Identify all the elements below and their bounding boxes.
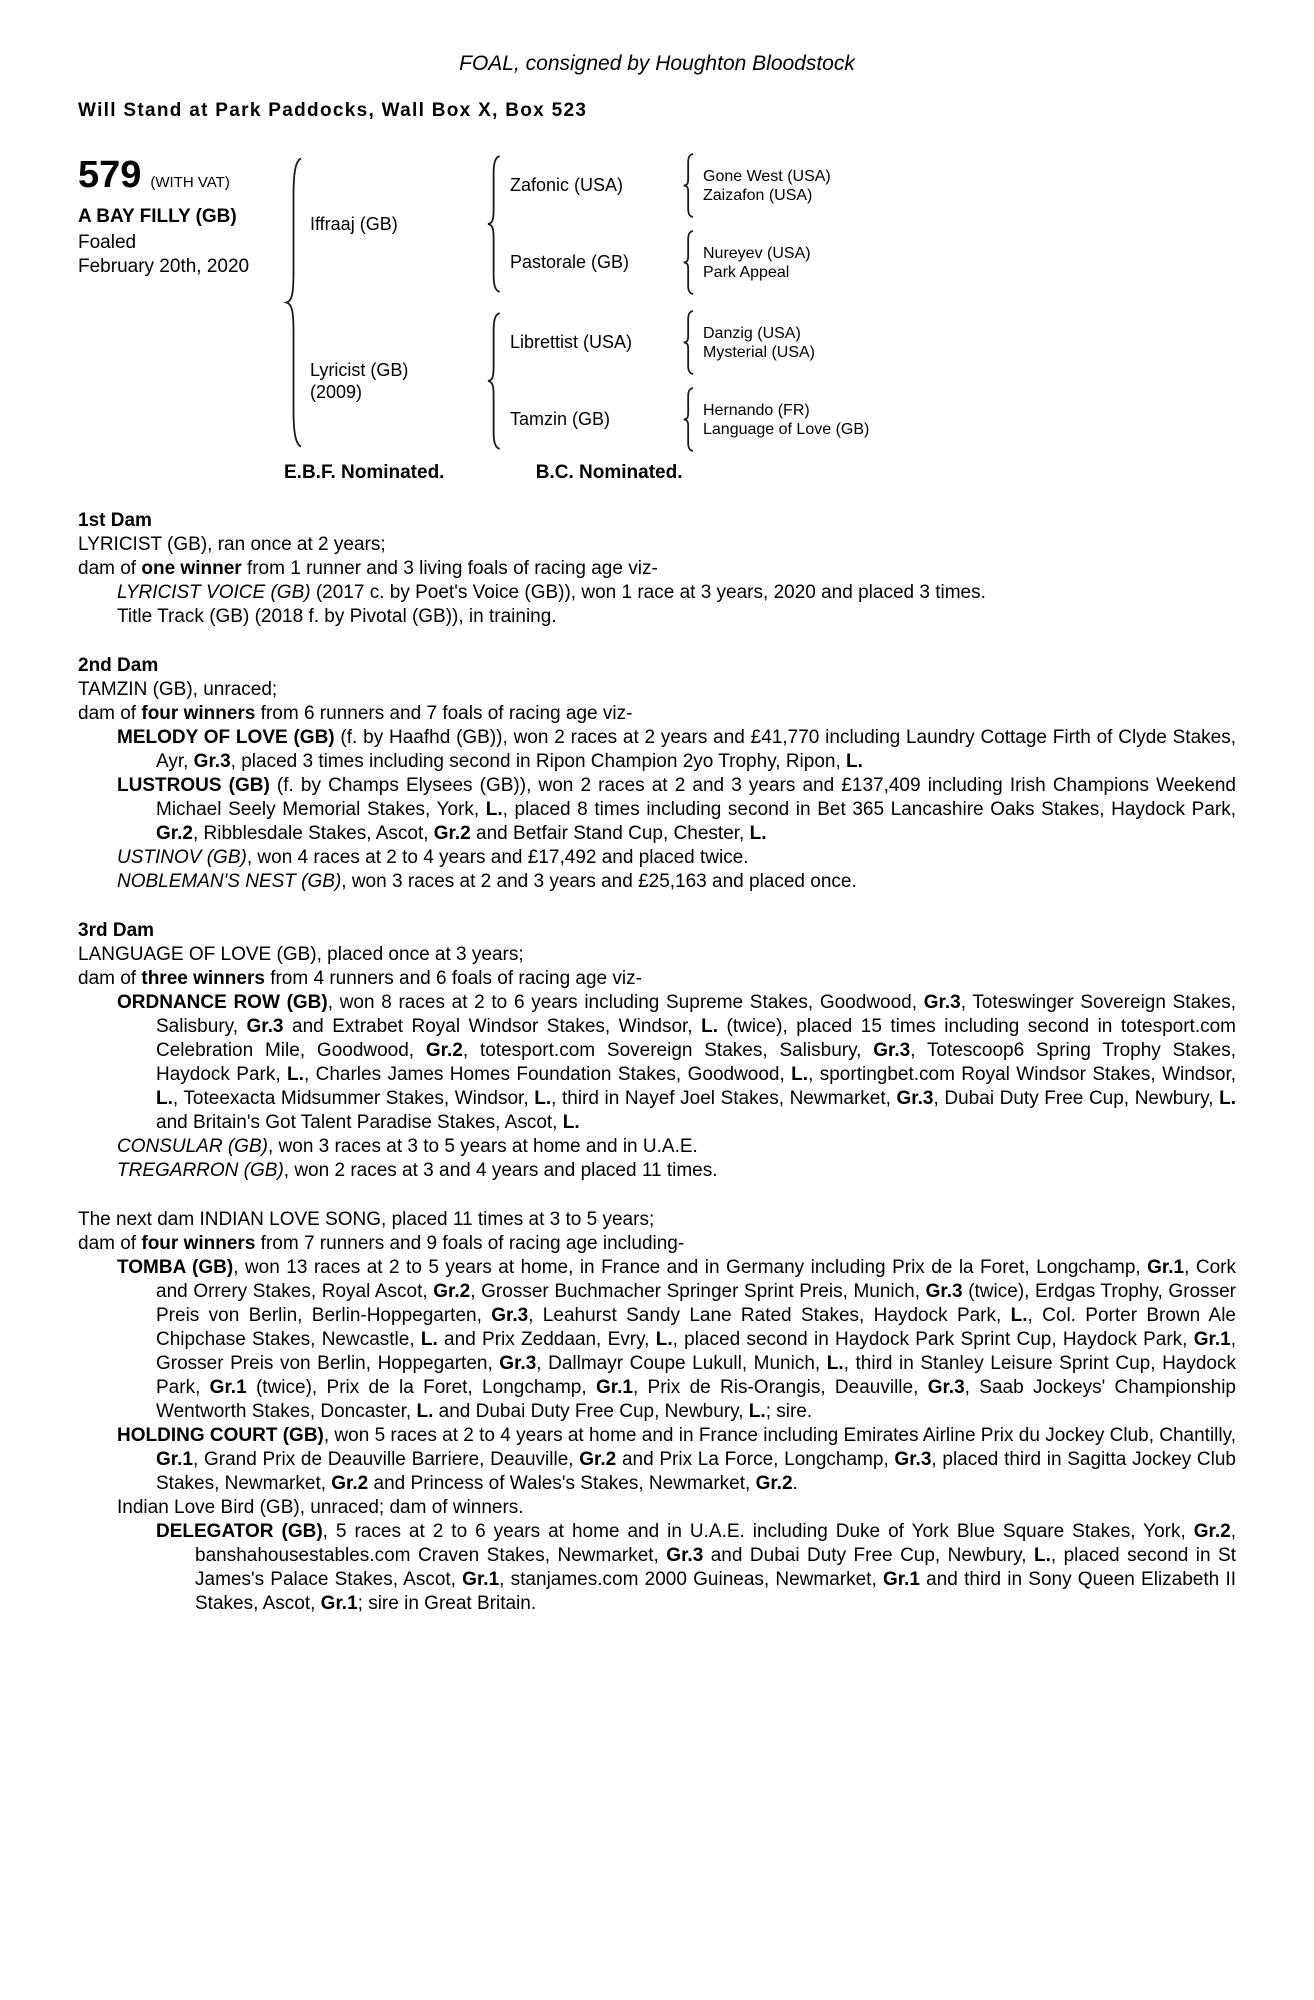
- pedigree-block: [78, 152, 1236, 453]
- curly-brace-icon: [486, 311, 502, 451]
- dam-summary-line: dam of three winners from 4 runners and 6 foals of racing age viz-: [78, 968, 642, 989]
- sire-sire-branch: [510, 152, 831, 219]
- horse-entry: MELODY OF LOVE (GB) (f. by Haafhd (GB)), won 2 races at 2 years and £41,770 including Laundry Cottage Firth of Clyde Stakes, Ayr, Gr.3, placed 3 times including second in Ripon Champion 2yo Trophy, Ripon, L.: [117, 727, 1236, 772]
- dam-sire-dam-name: Mysterial (USA): [703, 343, 816, 361]
- sire-name: Iffraaj (GB): [310, 213, 398, 234]
- curly-brace-icon: [682, 310, 695, 375]
- dam-summary-line: LYRICIST (GB), ran once at 2 years;: [78, 534, 386, 555]
- dam-dam-sire-name: Hernando (FR): [703, 401, 810, 419]
- dam-dam-branch: [510, 386, 869, 453]
- stand-location: Will Stand at Park Paddocks, Wall Box X, Box 523: [78, 100, 588, 121]
- curly-brace-icon: [486, 154, 502, 294]
- consignment-title: FOAL, consigned by Houghton Bloodstock: [459, 52, 855, 75]
- foaled-label: Foaled: [78, 232, 137, 253]
- sire-dam-sire-name: Nureyev (USA): [703, 244, 811, 262]
- dam-name: Lyricist (GB): [310, 359, 409, 380]
- horse-entry: TOMBA (GB), won 13 races at 2 to 5 years at home, in France and in Germany including Prix de la Foret, Longchamp, Gr.1, Cork and Orrery Stakes, Royal Ascot, Gr.2, Grosser Buchmacher Springer Sprint Preis, Munich, Gr.3 (twice), Erdgas Trophy, Grosser Preis von Berlin, Berlin-Hoppegarten, Gr.3, Leahurst Sandy Lane Rated Stakes, Haydock Park, L., Col. Porter Brown Ale Chipchase Stakes, Newcastle, L. and Prix Zeddaan, Evry, L., placed second in Haydock Park Sprint Cup, Haydock Park, Gr.1, Grosser Preis von Berlin, Hoppegarten, Gr.3, Dallmayr Coupe Lukull, Munich, L., third in Stanley Leisure Sprint Cup, Haydock Park, Gr.1 (twice), Prix de la Foret, Longchamp, Gr.1, Prix de Ris-Orangis, Deauville, Gr.3, Saab Jockeys' Championship Wentworth Stakes, Doncaster, L. and Dubai Duty Free Cup, Newbury, L.; sire.: [117, 1257, 1237, 1422]
- dam-summary-line: dam of four winners from 6 runners and 7 foals of racing age viz-: [78, 703, 633, 724]
- section-next-dam: [78, 1208, 1236, 1616]
- foaled-date: February 20th, 2020: [78, 256, 250, 277]
- dam-branch: [310, 309, 869, 453]
- lot-block: [78, 152, 284, 453]
- section-heading: 3rd Dam: [78, 920, 155, 941]
- horse-entry: Title Track (GB) (2018 f. by Pivotal (GB)), in training.: [117, 606, 557, 627]
- section-3rd-dam: [78, 919, 1236, 1183]
- section-1st-dam: [78, 509, 1236, 629]
- dam-sire-branch: [510, 309, 869, 376]
- curly-brace-icon: [682, 387, 695, 452]
- section-2nd-dam: [78, 654, 1236, 894]
- horse-entry: LUSTROUS (GB) (f. by Champs Elysees (GB)), won 2 races at 2 and 3 years and £137,409 including Irish Champions Weekend Michael Seely Memorial Stakes, York, L., placed 8 times including second in Bet 365 Lancashire Oaks Stakes, Haydock Park, Gr.2, Ribblesdale Stakes, Ascot, Gr.2 and Betfair Stand Cup, Chester, L.: [117, 775, 1236, 844]
- horse-entry: CONSULAR (GB), won 3 races at 3 to 5 years at home and in U.A.E.: [117, 1136, 698, 1157]
- horse-entry: NOBLEMAN'S NEST (GB), won 3 races at 2 and 3 years and £25,163 and placed once.: [117, 871, 857, 892]
- sire-dam-dam-name: Park Appeal: [703, 263, 790, 281]
- curly-brace-icon: [284, 154, 304, 451]
- sire-sire-dam-name: Zaizafon (USA): [703, 186, 813, 204]
- dam-summary-line: LANGUAGE OF LOVE (GB), placed once at 3 years;: [78, 944, 524, 965]
- horse-entry: DELEGATOR (GB), 5 races at 2 to 6 years at home and in U.A.E. including Duke of York Blue Square Stakes, York, Gr.2, banshahousestables.com Craven Stakes, Newmarket, Gr.3 and Dubai Duty Free Cup, Newbury, L., placed second in St James's Palace Stakes, Ascot, Gr.1, stanjames.com 2000 Guineas, Newmarket, Gr.1 and third in Sony Queen Elizabeth II Stakes, Ascot, Gr.1; sire in Great Britain.: [156, 1521, 1237, 1614]
- dam-summary-line: TAMZIN (GB), unraced;: [78, 679, 278, 700]
- horse-entry: TREGARRON (GB), won 2 races at 3 and 4 years and placed 11 times.: [117, 1160, 718, 1181]
- dam-summary-line: dam of four winners from 7 runners and 9 foals of racing age including-: [78, 1233, 685, 1254]
- dam-summary-line: dam of one winner from 1 runner and 3 living foals of racing age viz-: [78, 558, 658, 579]
- pedigree-tree: [310, 152, 869, 453]
- curly-brace-icon: [682, 230, 695, 295]
- horse-entry: LYRICIST VOICE (GB) (2017 c. by Poet's Voice (GB)), won 1 race at 3 years, 2020 and placed 3 times.: [117, 582, 986, 603]
- sire-branch: [310, 152, 869, 296]
- dam-summary-line: The next dam INDIAN LOVE SONG, placed 11 times at 3 to 5 years;: [78, 1209, 655, 1230]
- horse-entry: USTINOV (GB), won 4 races at 2 to 4 years and £17,492 and placed twice.: [117, 847, 749, 868]
- animal-description: A BAY FILLY (GB): [78, 206, 237, 227]
- vat-note: (WITH VAT): [150, 174, 230, 191]
- dam-sire-name: Librettist (USA): [510, 332, 633, 352]
- horse-entry: ORDNANCE ROW (GB), won 8 races at 2 to 6 years including Supreme Stakes, Goodwood, Gr.3, Toteswinger Sovereign Stakes, Salisbury, Gr.3 and Extrabet Royal Windsor Stakes, Windsor, L. (twice), placed 15 times including second in totesport.com Celebration Mile, Goodwood, Gr.2, totesport.com Sovereign Stakes, Salisbury, Gr.3, Totescoop6 Spring Trophy Stakes, Haydock Park, L., Charles James Homes Foundation Stakes, Goodwood, L., sportingbet.com Royal Windsor Stakes, Windsor, L., Toteexacta Midsummer Stakes, Windsor, L., third in Nayef Joel Stakes, Newmarket, Gr.3, Dubai Duty Free Cup, Newbury, L. and Britain's Got Talent Paradise Stakes, Ascot, L.: [117, 992, 1237, 1133]
- sire-dam-name: Pastorale (GB): [510, 252, 630, 272]
- horse-entry: HOLDING COURT (GB), won 5 races at 2 to 4 years at home and in France including Emirates Airline Prix du Jockey Club, Chantilly, Gr.1, Grand Prix de Deauville Barriere, Deauville, Gr.2 and Prix La Force, Longchamp, Gr.3, placed third in Sagitta Jockey Club Stakes, Newmarket, Gr.2 and Princess of Wales's Stakes, Newmarket, Gr.2.: [117, 1425, 1236, 1494]
- horse-entry: Indian Love Bird (GB), unraced; dam of winners.: [117, 1497, 524, 1518]
- ebf-nomination: E.B.F. Nominated.: [284, 462, 445, 483]
- dam-year: (2009): [310, 381, 363, 402]
- curly-brace-icon: [682, 153, 695, 218]
- nominations-row: [78, 462, 1236, 484]
- section-heading: 1st Dam: [78, 510, 152, 531]
- dam-dam-dam-name: Language of Love (GB): [703, 420, 870, 438]
- section-heading: 2nd Dam: [78, 655, 159, 676]
- dam-sire-sire-name: Danzig (USA): [703, 324, 801, 342]
- lot-number-row: [78, 154, 284, 197]
- sire-dam-branch: [510, 229, 831, 296]
- lot-number: 579: [78, 154, 142, 196]
- sire-sire-sire-name: Gone West (USA): [703, 167, 831, 185]
- bc-nomination: B.C. Nominated.: [535, 462, 683, 483]
- dam-dam-name: Tamzin (GB): [510, 409, 611, 429]
- dam-sections: [78, 509, 1236, 1616]
- sire-sire-name: Zafonic (USA): [510, 175, 624, 195]
